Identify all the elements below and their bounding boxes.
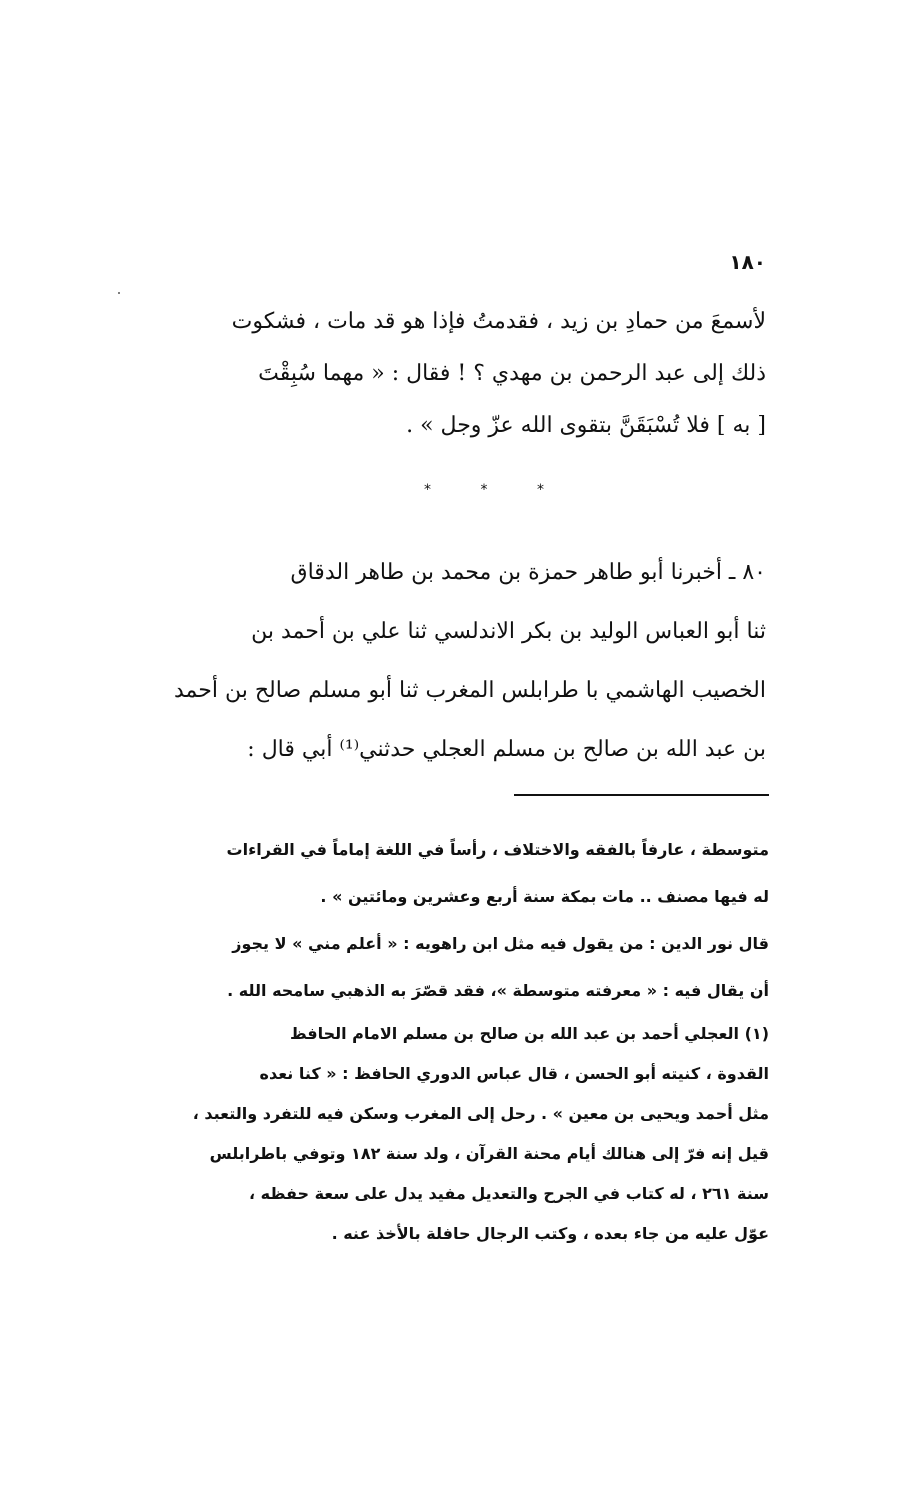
footnote-line: أن يقال فيه : « معرفته متوسطة »، فقد قصّرَ به الذهبي سامحه الله . — [227, 981, 769, 1000]
footnote-line: (١) العجلي أحمد بن عبد الله بن صالح بن مسلم الامام الحافظ — [289, 1024, 769, 1043]
print-speck — [118, 292, 120, 294]
star-glyph: * — [480, 482, 488, 498]
footnote-line: سنة ٢٦١ ، له كتاب في الجرح والتعديل مفيد يدل على سعة حفظه ، — [249, 1184, 769, 1203]
page-number: ١٨٠ — [729, 250, 766, 274]
section-separator — [424, 482, 544, 498]
footnote-line: له فيها مصنف .. مات بمكة سنة أربع وعشرين ومائتين » . — [320, 887, 769, 906]
footnote-line: قال نور الدين : من يقول فيه مثل ابن راهويه : « أعلم مني » لا يجوز — [232, 934, 769, 953]
text-line: الخصيب الهاشمي با طرابلس المغرب ثنا أبو مسلم صالح بن أحمد — [174, 678, 766, 703]
footnote-continuation — [129, 826, 769, 1014]
text-line: ٨٠ ـ أخبرنا أبو طاهر حمزة بن محمد بن طاهر الدقاق — [290, 560, 766, 585]
text-line: ذلك إلى عبد الرحمن بن مهدي ؟ ! فقال : « مهما سُبِقْتَ — [258, 361, 766, 386]
star-glyph: * — [537, 482, 544, 498]
text-line: ثنا أبو العباس الوليد بن بكر الاندلسي ثنا علي بن أحمد بن — [251, 619, 766, 644]
footnote-divider — [514, 794, 769, 796]
footnote-1 — [129, 1014, 769, 1254]
paragraph-continuation — [146, 296, 766, 452]
text-line: لأسمعَ من حمادِ بن زيد ، فقدمتُ فإذا هو قد مات ، فشكوت — [231, 309, 766, 334]
narration-80 — [146, 543, 766, 779]
footnote-line: القدوة ، كنيته أبو الحسن ، قال عباس الدوري الحافظ : « كنا نعده — [259, 1064, 769, 1083]
text-line: [ به ] فلا تُسْبَقَنَّ بتقوى الله عزّ وجل » . — [406, 413, 766, 438]
footnote-line: متوسطة ، عارفاً بالفقه والاختلاف ، رأساً في اللغة إماماً في القراءات — [226, 840, 769, 859]
text-line: بن عبد الله بن صالح بن مسلم العجلي حدثني⁽¹⁾ أبي قال : — [247, 737, 766, 762]
footnote-line: مثل أحمد ويحيى بن معين » . رحل إلى المغرب وسكن فيه للتفرد والتعبد ، — [192, 1104, 769, 1123]
footnote-line: عوّل عليه من جاء بعده ، وكتب الرجال حافلة بالأخذ عنه . — [331, 1224, 769, 1243]
footnote-line: قيل إنه فرّ إلى هنالك أيام محنة القرآن ، ولد سنة ١٨٢ وتوفي باطرابلس — [209, 1144, 769, 1163]
star-glyph: * — [424, 482, 431, 498]
